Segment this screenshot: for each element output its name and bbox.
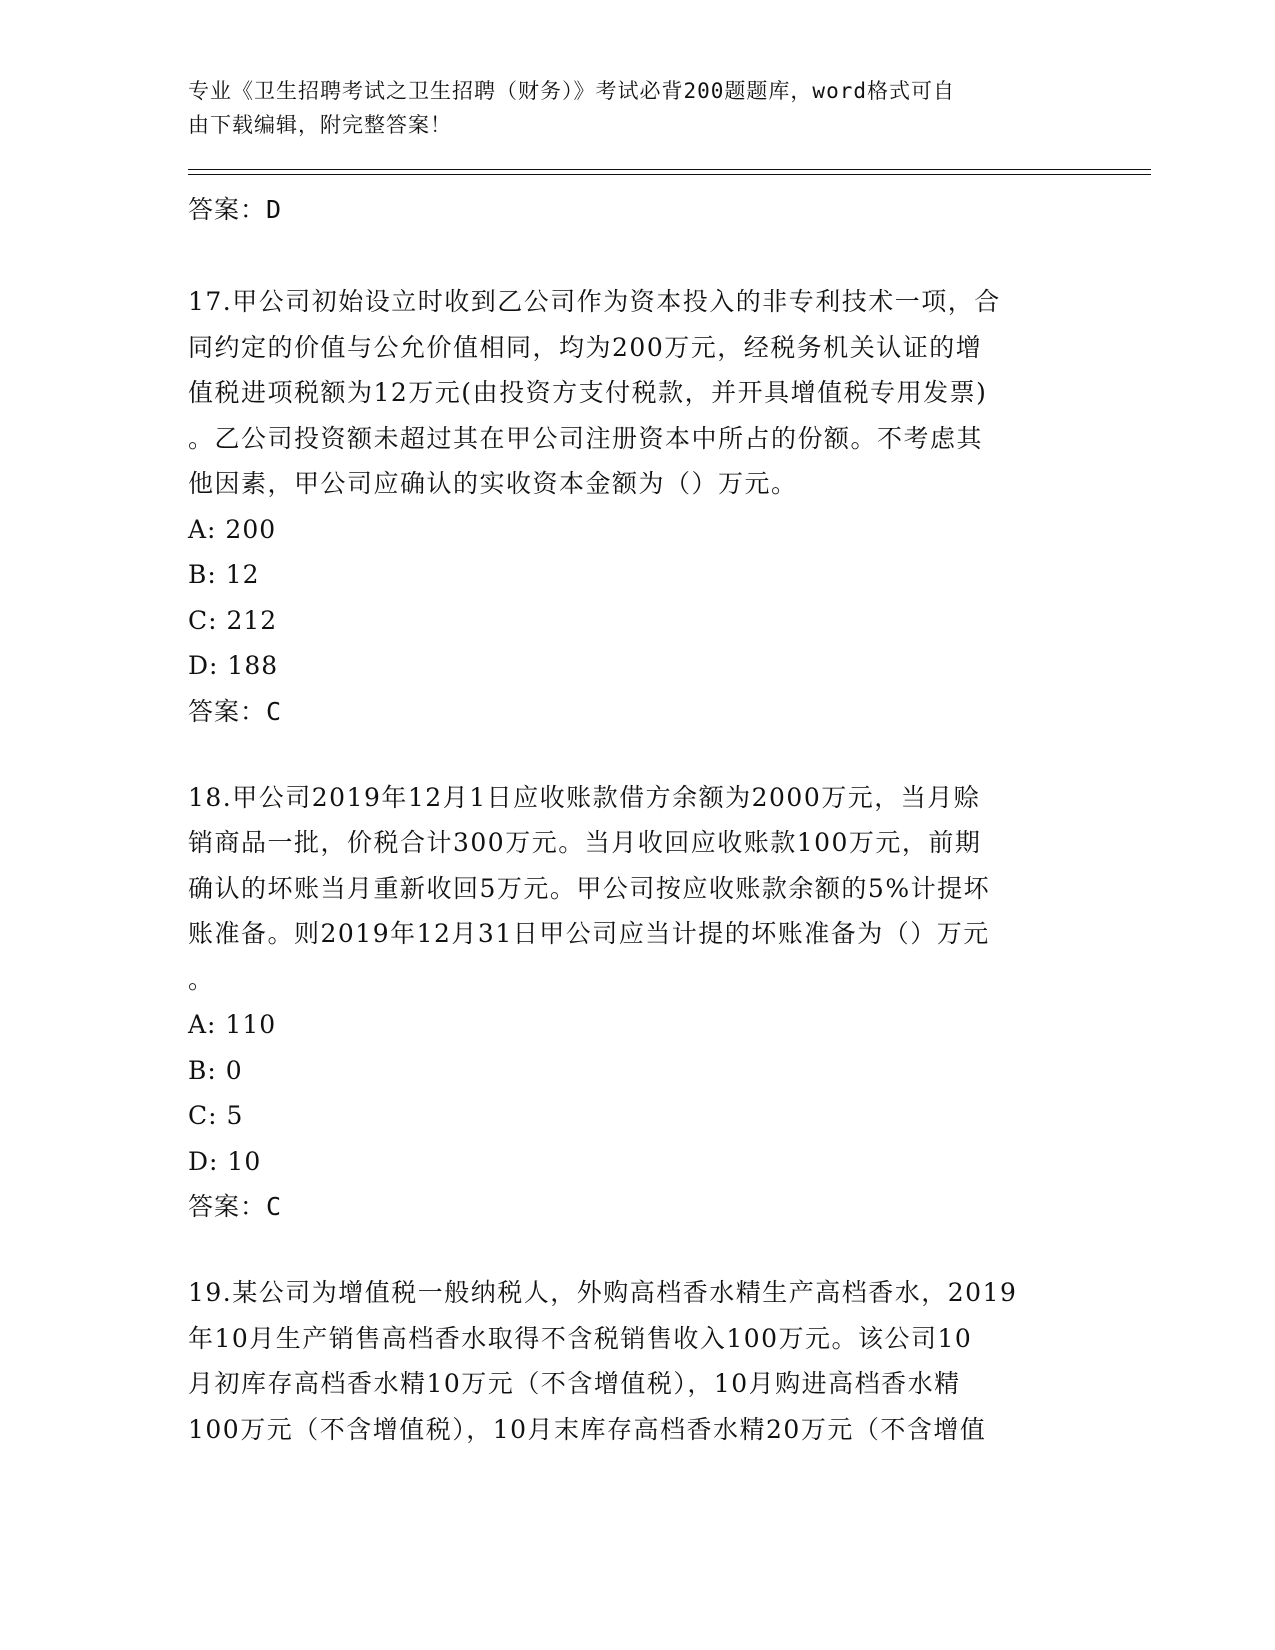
question-line: 年10月生产销售高档香水取得不含税销售收入100万元。该公司10 [188, 1323, 973, 1353]
option-b: B: 12 [188, 560, 260, 589]
document-body [188, 187, 1088, 1452]
option-c: C: 5 [188, 1101, 244, 1130]
answer-q16: 答案：D [188, 195, 283, 224]
answer-q17: 答案：C [188, 696, 283, 726]
option-a: A: 200 [188, 514, 277, 544]
question-line: 。乙公司投资额未超过其在甲公司注册资本中所占的份额。不考虑其 [188, 423, 984, 453]
question-line: 值税进项税额为12万元(由投资方支付税款，并开具增值税专用发票) [188, 378, 988, 407]
question-line: 。 [188, 964, 215, 994]
question-line: 他因素，甲公司应确认的实收资本金额为（）万元。 [188, 469, 798, 498]
question-line: 月初库存高档香水精10万元（不含增值税），10月购进高档香水精 [188, 1369, 961, 1398]
option-a: A: 110 [188, 1010, 277, 1039]
option-c: C: 212 [188, 605, 278, 635]
question-line: 销商品一批，价税合计300万元。当月收回应收账款100万元，前期 [188, 828, 982, 857]
question-line: 17.甲公司初始设立时收到乙公司作为资本投入的非专利技术一项，合 [188, 287, 1001, 316]
question-18 [188, 775, 1088, 1003]
option-d: D: 188 [188, 651, 279, 680]
option-b: B: 0 [188, 1055, 243, 1085]
question-line: 账准备。则2019年12月31日甲公司应当计提的坏账准备为（）万元 [188, 919, 990, 948]
question-line: 19.某公司为增值税一般纳税人，外购高档香水精生产高档香水，2019 [188, 1278, 1018, 1307]
header-rule-top [188, 169, 1151, 170]
header-line-1: 专业《卫生招聘考试之卫生招聘（财务）》考试必背200题题库，word格式可自 [188, 79, 955, 103]
question-19 [188, 1270, 1088, 1452]
header-rule-bottom [188, 174, 1151, 175]
header-line-2: 由下载编辑，附完整答案！ [188, 113, 452, 137]
question-line: 100万元（不含增值税），10月末库存高档香水精20万元（不含增值 [188, 1414, 987, 1444]
question-17 [188, 279, 1088, 507]
option-d: D: 10 [188, 1146, 262, 1176]
question-line: 同约定的价值与公允价值相同，均为200万元，经税务机关认证的增 [188, 332, 983, 362]
question-line: 18.甲公司2019年12月1日应收账款借方余额为2000万元，当月赊 [188, 782, 981, 812]
question-line: 确认的坏账当月重新收回5万元。甲公司按应收账款余额的5%计提坏 [188, 873, 991, 903]
answer-q18: 答案：C [188, 1192, 283, 1221]
document-header [188, 74, 1068, 142]
